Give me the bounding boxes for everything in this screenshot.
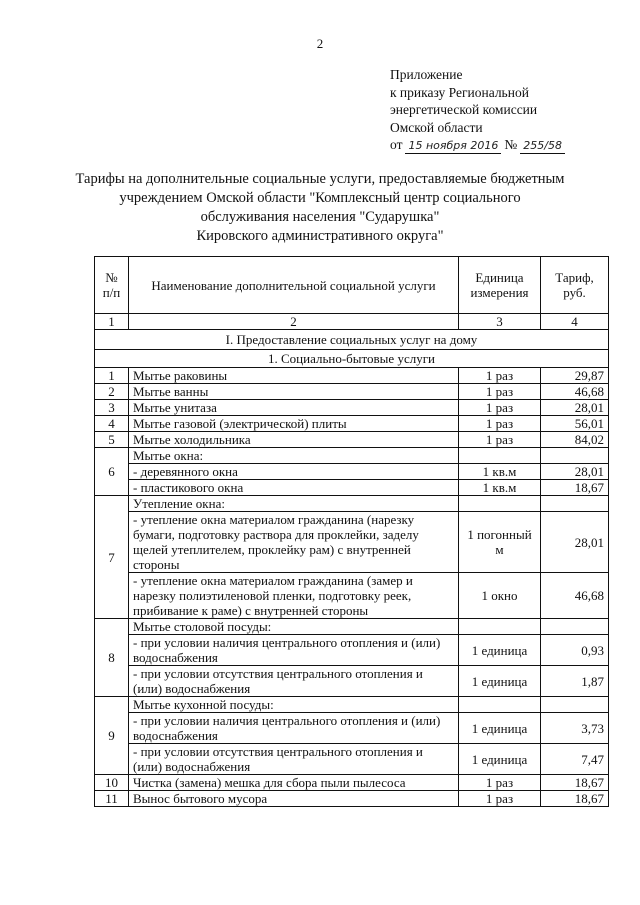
row-name: - при условии наличия центрального отопления и (или) водоснабжения: [129, 713, 459, 744]
row-num: 9: [95, 697, 129, 775]
title-line: обслуживания населения "Сударушка": [200, 209, 440, 225]
row-unit: 1 раз: [459, 400, 541, 416]
row-tariff: 1,87: [541, 666, 609, 697]
row-tariff: 46,68: [541, 573, 609, 619]
header-tariff: Тариф, руб.: [541, 257, 609, 314]
row-unit: 1 раз: [459, 775, 541, 791]
page-number: 2: [316, 36, 324, 51]
row-tariff: 18,67: [541, 791, 609, 807]
table-subrow: [95, 480, 609, 496]
row-num: 2: [95, 384, 129, 400]
empty-cell: [459, 448, 541, 464]
table-row: [95, 384, 609, 400]
row-tariff: 28,01: [541, 512, 609, 573]
row-tariff: 46,68: [541, 384, 609, 400]
row-tariff: 28,01: [541, 464, 609, 480]
appendix-line: энергетической комиссии: [390, 102, 538, 117]
table-subrow: [95, 573, 609, 619]
row-num: 4: [95, 416, 129, 432]
row-tariff: 3,73: [541, 713, 609, 744]
order-number-handwritten: 255/58: [520, 139, 565, 154]
appendix-line: Приложение: [390, 67, 463, 82]
row-tariff: 84,02: [541, 432, 609, 448]
row-name: - при условии отсутствия центрального отопления и (или) водоснабжения: [129, 744, 459, 775]
order-number-sign: №: [504, 137, 518, 152]
table-row: [95, 697, 609, 713]
row-num: 7: [95, 496, 129, 619]
row-name: Чистка (замена) мешка для сбора пыли пылесоса: [129, 775, 459, 791]
section-row: [95, 330, 609, 350]
row-name: Мытье холодильника: [129, 432, 459, 448]
column-number: 3: [459, 314, 541, 330]
header-num: № п/п: [95, 257, 129, 314]
header-unit: Единица измерения: [459, 257, 541, 314]
row-unit: 1 единица: [459, 713, 541, 744]
row-tariff: 18,67: [541, 480, 609, 496]
row-group-name: Мытье кухонной посуды:: [129, 697, 459, 713]
row-name: - при условии отсутствия центрального отопления и (или) водоснабжения: [129, 666, 459, 697]
row-tariff: 56,01: [541, 416, 609, 432]
row-num: 8: [95, 619, 129, 697]
empty-cell: [541, 619, 609, 635]
empty-cell: [459, 496, 541, 512]
table-subrow: [95, 464, 609, 480]
row-tariff: 29,87: [541, 368, 609, 384]
table-subrow: [95, 713, 609, 744]
table-subrow: [95, 666, 609, 697]
row-name: - утепление окна материалом гражданина (нарезку бумаги, подготовку раствора для проклейки, заделу щелей утеплителем, проклейку рам) с внутренней стороны: [129, 512, 459, 573]
appendix-line: Омской области: [390, 119, 483, 135]
row-name: Мытье газовой (электрической) плиты: [129, 416, 459, 432]
table-subrow: [95, 635, 609, 666]
empty-cell: [459, 619, 541, 635]
table-row: [95, 416, 609, 432]
row-unit: 1 кв.м: [459, 480, 541, 496]
row-group-name: Мытье столовой посуды:: [129, 619, 459, 635]
row-unit: 1 единица: [459, 666, 541, 697]
row-name: Мытье ванны: [129, 384, 459, 400]
subsection-row: [95, 350, 609, 368]
column-number: 2: [129, 314, 459, 330]
row-tariff: 7,47: [541, 744, 609, 775]
row-num: 11: [95, 791, 129, 807]
header-name: Наименование дополнительной социальной услуги: [129, 257, 459, 314]
row-num: 3: [95, 400, 129, 416]
table-header-row: [95, 257, 609, 314]
row-name: - пластикового окна: [129, 480, 459, 496]
column-number: 1: [95, 314, 129, 330]
order-prefix: от: [390, 137, 403, 152]
row-name: - утепление окна материалом гражданина (замер и нарезку полиэтиленовой пленки, подготовку реек, прибивание к раме) с внутренней стороны: [129, 573, 459, 619]
table-row: [95, 432, 609, 448]
row-unit: 1 единица: [459, 635, 541, 666]
row-tariff: 18,67: [541, 775, 609, 791]
row-name: - деревянного окна: [129, 464, 459, 480]
row-tariff: 28,01: [541, 400, 609, 416]
order-date-handwritten: 15 ноября 2016: [405, 139, 501, 154]
row-unit: 1 окно: [459, 573, 541, 619]
table-subrow: [95, 512, 609, 573]
subsection-title: 1. Социально-бытовые услуги: [95, 350, 609, 368]
title-line: Кировского административного округа": [196, 228, 444, 244]
title-line: Тарифы на дополнительные социальные услуги, предоставляемые бюджетным: [75, 171, 565, 187]
row-name: - при условии наличия центрального отопления и (или) водоснабжения: [129, 635, 459, 666]
row-group-name: Мытье окна:: [129, 448, 459, 464]
column-number: 4: [541, 314, 609, 330]
table-row: [95, 368, 609, 384]
row-unit: 1 кв.м: [459, 464, 541, 480]
row-num: 1: [95, 368, 129, 384]
table-row: [95, 619, 609, 635]
empty-cell: [459, 697, 541, 713]
appendix-line: к приказу Региональной: [390, 84, 529, 100]
row-tariff: 0,93: [541, 635, 609, 666]
column-number-row: [95, 314, 609, 330]
row-unit: 1 раз: [459, 416, 541, 432]
row-unit: 1 погонный м: [459, 512, 541, 573]
tariff-table: [94, 256, 609, 807]
row-name: Мытье унитаза: [129, 400, 459, 416]
row-num: 5: [95, 432, 129, 448]
row-name: Мытье раковины: [129, 368, 459, 384]
row-unit: 1 единица: [459, 744, 541, 775]
row-unit: 1 раз: [459, 791, 541, 807]
table-row: [95, 496, 609, 512]
empty-cell: [541, 496, 609, 512]
table-row: [95, 791, 609, 807]
table-row: [95, 400, 609, 416]
row-unit: 1 раз: [459, 368, 541, 384]
empty-cell: [541, 448, 609, 464]
document-title: [60, 170, 580, 246]
title-line: учреждением Омской области "Комплексный центр социального: [119, 190, 521, 206]
row-num: 10: [95, 775, 129, 791]
row-num: 6: [95, 448, 129, 496]
order-line: [390, 136, 568, 154]
table-row: [95, 448, 609, 464]
empty-cell: [541, 697, 609, 713]
row-unit: 1 раз: [459, 384, 541, 400]
row-name: Вынос бытового мусора: [129, 791, 459, 807]
appendix-block: [390, 66, 568, 154]
table-subrow: [95, 744, 609, 775]
table-row: [95, 775, 609, 791]
row-group-name: Утепление окна:: [129, 496, 459, 512]
section-title: I. Предоставление социальных услуг на дому: [95, 330, 609, 350]
row-unit: 1 раз: [459, 432, 541, 448]
